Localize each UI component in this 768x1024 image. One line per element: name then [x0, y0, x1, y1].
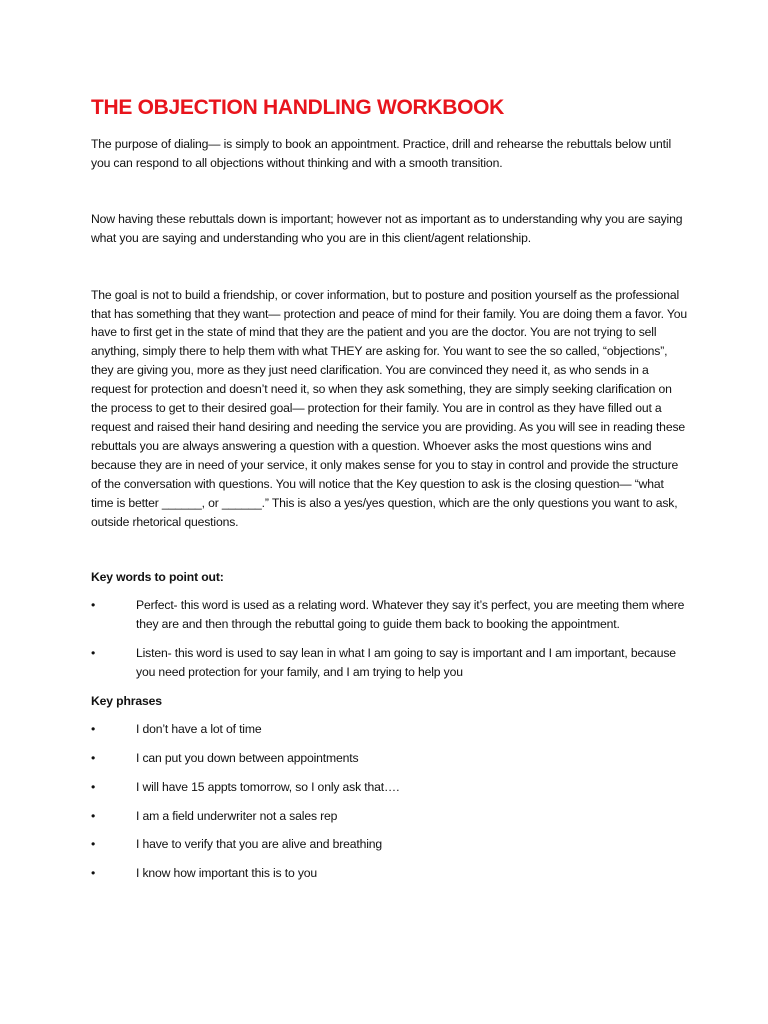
bullet-icon: • — [91, 779, 96, 794]
key-word-item — [91, 596, 687, 634]
key-phrases-list — [91, 720, 687, 883]
key-phrase-text: I am a field underwriter not a sales rep — [136, 808, 338, 823]
key-phrases-heading: Key phrases — [91, 693, 162, 708]
key-phrase-item — [91, 720, 687, 739]
bullet-icon: • — [91, 750, 96, 765]
key-phrase-item — [91, 807, 687, 826]
intro-paragraph: The purpose of dialing— is simply to book an appointment. Practice, drill and rehearse the rebuttals below until you can respond to all objections without thinking and with a smooth transition. — [91, 137, 672, 170]
key-phrase-text: I have to verify that you are alive and breathing — [136, 837, 383, 852]
key-phrase-text: I don’t have a lot of time — [136, 721, 262, 736]
goal-paragraph: The goal is not to build a friendship, or cover information, but to posture and position yourself as the professional that has something that they want— protection and peace of mind for their family. You are doing them a favor. You have to first get in the state of mind that they are the patient and you are the doctor. You are not trying to sell anything, simply there to help them with what THEY are asking for. You want to see the so called, “objections”, they are giving you, more as they just need clarification. You are convinced they need it, as who sends in a request for protection and doesn’t need it, so when they ask something, they are simply seeking clarification on the process to get to their desired goal— protection for their family. You are in control as they have filled out a request and raised their hand desiring and needing the service you are providing. As you will see in reading these rebuttals you are always answering a question with a question. Whoever asks the most questions wins and because they are in need of your service, it only makes sense for you to stay in control and provide the structure of the conversation with questions. You will notice that the Key question to ask is the closing question— “what time is better ______, or ______.” This is also a yes/yes question, which are the only questions you want to ask, outside rhetorical questions. — [91, 287, 687, 529]
bullet-icon: • — [91, 866, 96, 881]
key-phrase-item — [91, 835, 687, 854]
key-phrase-text: I can put you down between appointments — [136, 750, 359, 765]
bullet-icon: • — [91, 646, 96, 661]
key-phrase-text: I will have 15 appts tomorrow, so I only ask that…. — [136, 779, 400, 794]
key-word-text: Listen- this word is used to say lean in what I am going to say is important and I am important, because you need protection for your family, and I am trying to help you — [136, 646, 676, 680]
bullet-icon: • — [91, 721, 96, 736]
bullet-icon: • — [91, 837, 96, 852]
key-words-list — [91, 596, 687, 682]
bullet-icon: • — [91, 808, 96, 823]
key-phrase-item — [91, 749, 687, 768]
key-phrase-item — [91, 864, 687, 883]
key-words-heading: Key words to point out: — [91, 570, 224, 585]
key-phrase-item — [91, 778, 687, 797]
key-word-item — [91, 644, 687, 682]
document-page — [91, 96, 687, 883]
bullet-icon: • — [91, 598, 96, 613]
rebuttals-paragraph: Now having these rebuttals down is important; however not as important as to understanding why you are saying what you are saying and understanding who you are in this client/agent relationship. — [91, 211, 683, 245]
key-word-text: Perfect- this word is used as a relating word. Whatever they say it’s perfect, you are meeting them where they are and then through the rebuttal going to guide them back to booking the appointment. — [136, 598, 685, 632]
key-phrase-text: I know how important this is to you — [136, 866, 318, 881]
document-title: THE OBJECTION HANDLING WORKBOOK — [91, 96, 505, 119]
